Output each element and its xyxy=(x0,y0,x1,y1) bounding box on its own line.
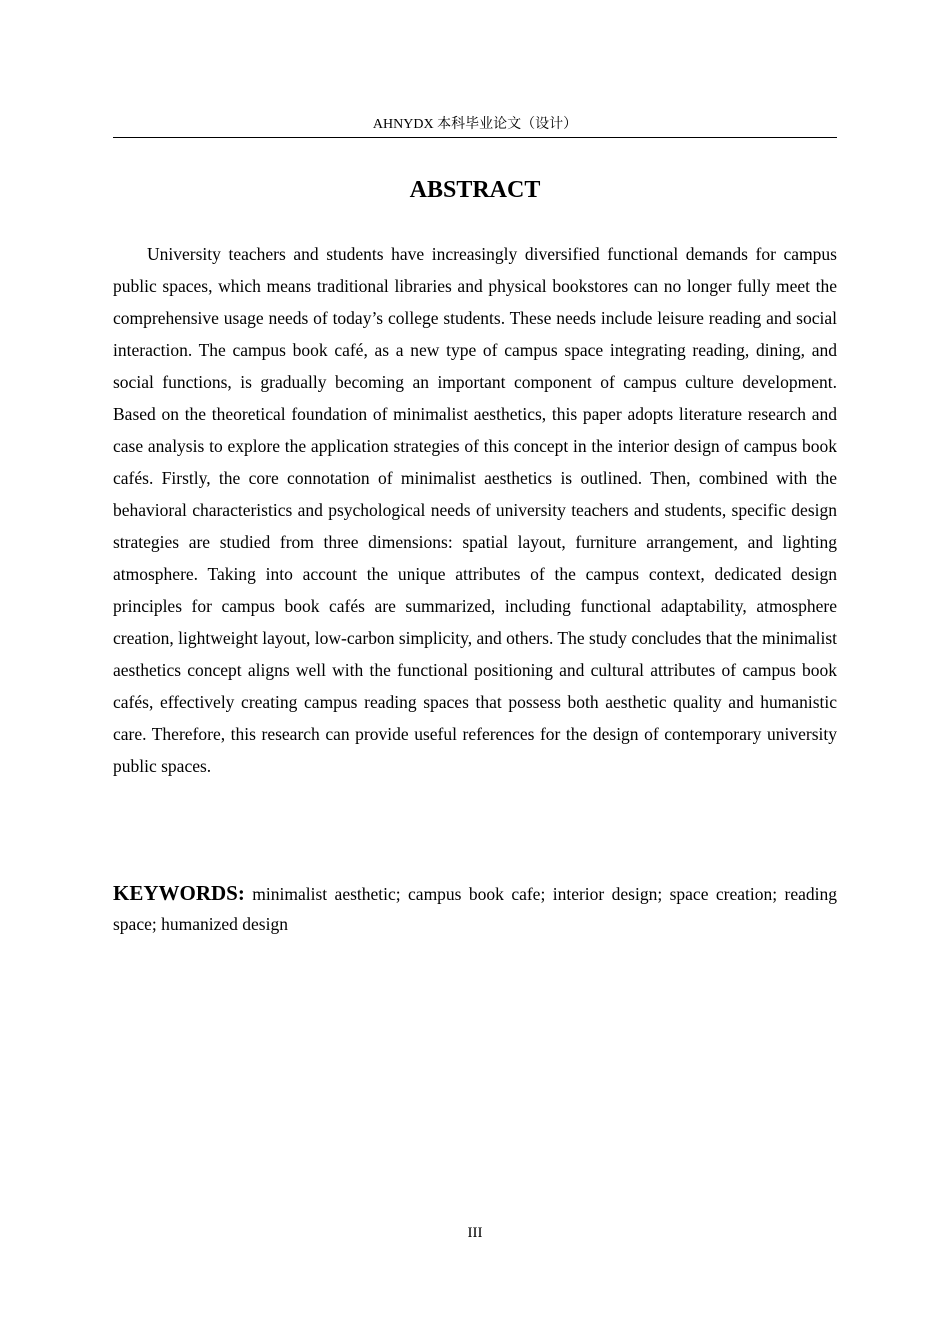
abstract-title: ABSTRACT xyxy=(409,177,541,203)
running-header: AHNYDX 本科毕业论文（设计） xyxy=(372,117,578,132)
keywords-paragraph xyxy=(113,878,837,939)
page-number: III xyxy=(467,1225,483,1241)
abstract-body: University teachers and students have increasingly diversified functional demands for campus public spaces, which means traditional libraries and physical bookstores can no longer fully meet the comprehensive usage needs of today’s college students. These needs include leisure reading and social interaction. The campus book café, as a new type of campus space integrating reading, dining, and social functions, is gradually becoming an important component of campus culture development. Based on the theoretical foundation of minimalist aesthetics, this paper adopts literature research and case analysis to explore the application strategies of this concept in the interior design of campus book cafés. Firstly, the core connotation of minimalist aesthetics is outlined. Then, combined with the behavioral characteristics and psychological needs of university teachers and students, specific design strategies are studied from three dimensions: spatial layout, furniture arrangement, and lighting atmosphere. Taking into account the unique attributes of the campus context, dedicated design principles for campus book cafés are summarized, including functional adaptability, atmosphere creation, lightweight layout, low-carbon simplicity, and others. The study concludes that the minimalist aesthetics concept aligns well with the functional positioning and cultural attributes of campus book cafés, effectively creating campus reading spaces that possess both aesthetic quality and humanistic care. Therefore, this research can provide useful references for the design of contemporary university public spaces. xyxy=(113,244,837,776)
header-rule xyxy=(113,137,837,138)
keywords-label: KEYWORDS: xyxy=(113,881,245,905)
keywords-text: minimalist aesthetic; campus book cafe; interior design; space creation; reading space; humanized design xyxy=(113,884,837,934)
